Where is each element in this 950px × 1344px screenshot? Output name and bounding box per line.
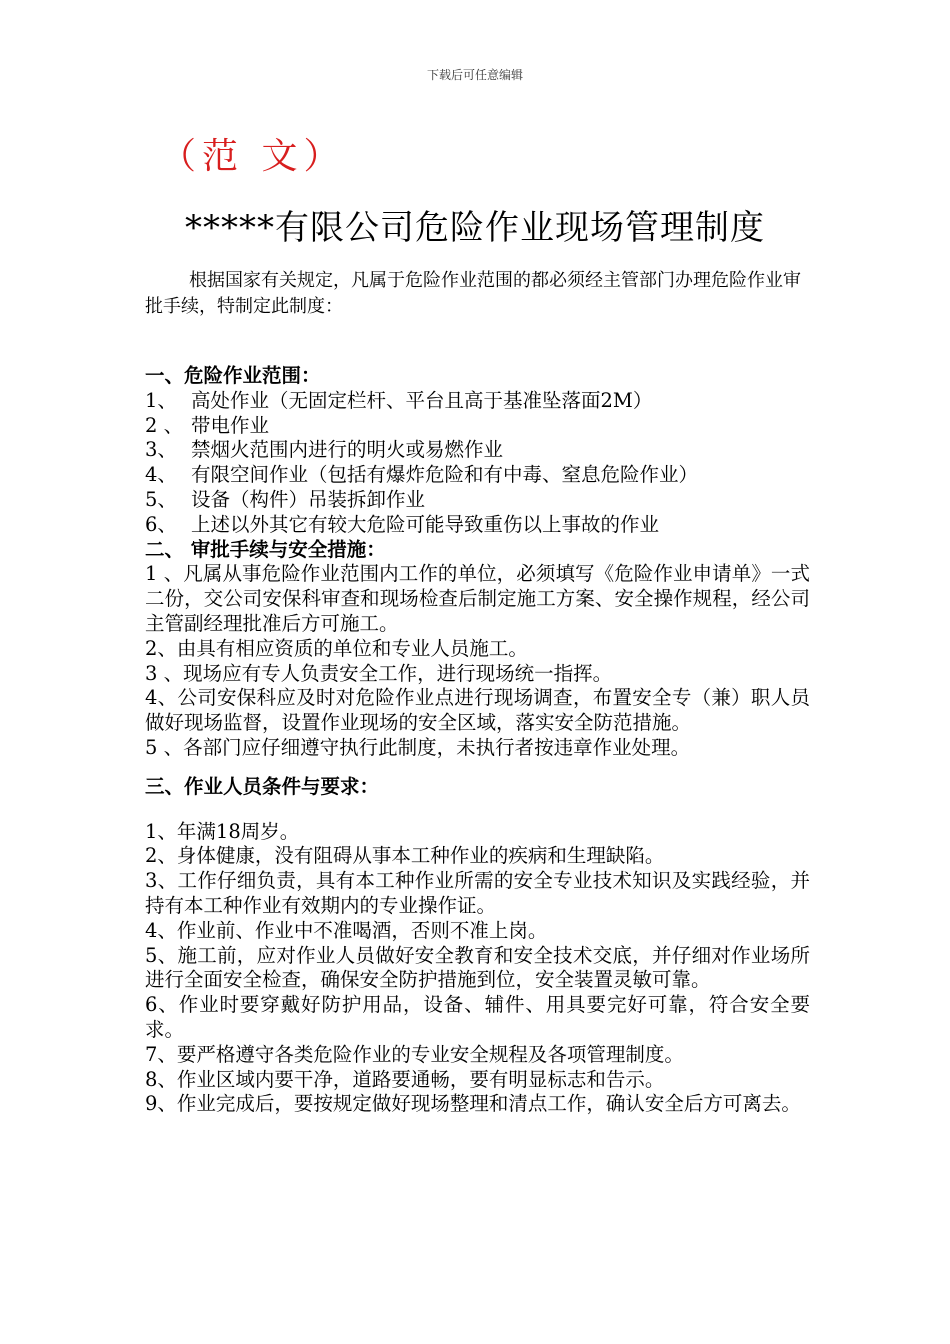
list-item: 4、作业前、作业中不准喝酒，否则不准上岗。 bbox=[145, 918, 548, 942]
header-note: 下载后可任意编辑 bbox=[426, 68, 523, 82]
list-item: 5、施工前，应对作业人员做好安全教育和安全技术交底，并仔细对作业场所进行全面安全检查，确保安全防护措施到位，安全装置灵敏可靠。 bbox=[145, 943, 810, 992]
item-number: 4、 bbox=[145, 463, 177, 487]
item-text: 带电作业 bbox=[191, 413, 270, 437]
item-number: 5、 bbox=[145, 487, 177, 511]
list-item: 1 、凡属从事危险作业范围内工作的单位，必须填写《危险作业申请单》一式二份，交公司安保科审查和现场检查后制定施工方案、安全操作规程，经公司主管副经理批准后方可施工。 bbox=[145, 562, 810, 635]
section-heading-scope: 一、危险作业范围： bbox=[145, 364, 321, 387]
sample-label: （范 文） bbox=[160, 136, 346, 177]
list-item bbox=[145, 463, 810, 488]
document-body bbox=[145, 364, 810, 1117]
item-text: 设备（构件）吊装拆卸作业 bbox=[191, 487, 426, 511]
item-number: 1、 bbox=[145, 388, 177, 412]
item-number: 6、 bbox=[145, 512, 177, 536]
list-item: 9、作业完成后，要按规定做好现场整理和清点工作，确认安全后方可离去。 bbox=[145, 1092, 801, 1116]
list-item: 1、年满18周岁。 bbox=[145, 819, 300, 843]
list-item: 7、要严格遵守各类危险作业的专业安全规程及各项管理制度。 bbox=[145, 1042, 684, 1066]
list-item bbox=[145, 389, 810, 414]
list-item: 2、由具有相应资质的单位和专业人员施工。 bbox=[145, 636, 528, 660]
intro-paragraph: 根据国家有关规定，凡属于危险作业范围的都必须经主管部门办理危险作业审批手续，特制定此制度： bbox=[145, 270, 801, 317]
list-item: 3 、现场应有专人负责安全工作，进行现场统一指挥。 bbox=[145, 661, 613, 685]
list-item bbox=[145, 488, 810, 513]
document-title: *****有限公司危险作业现场管理制度 bbox=[185, 208, 765, 248]
item-text: 高处作业（无固定栏杆、平台且高于基准坠落面2M） bbox=[191, 388, 653, 412]
list-item: 5 、各部门应仔细遵守执行此制度，未执行者按违章作业处理。 bbox=[145, 735, 691, 759]
list-item: 8、作业区域内要干净，道路要通畅，要有明显标志和告示。 bbox=[145, 1067, 665, 1091]
list-item bbox=[145, 438, 810, 463]
list-item: 6、作业时要穿戴好防护用品，设备、辅件、用具要完好可靠，符合安全要求。 bbox=[145, 993, 810, 1041]
list-item bbox=[145, 414, 810, 439]
list-item: 2、身体健康，没有阻碍从事本工种作业的疾病和生理缺陷。 bbox=[145, 844, 665, 868]
list-item bbox=[145, 513, 810, 538]
item-text: 有限空间作业（包括有爆炸危险和有中毒、窒息危险作业） bbox=[191, 463, 699, 487]
item-number: 3、 bbox=[145, 438, 177, 462]
section-heading-approval: 二、 审批手续与安全措施： bbox=[145, 537, 386, 561]
list-item: 3、工作仔细负责，具有本工种作业所需的安全专业技术知识及实践经验，并持有本工种作业有效期内的专业操作证。 bbox=[145, 869, 810, 917]
section-heading-requirements: 三、作业人员条件与要求： bbox=[145, 774, 380, 798]
item-text: 禁烟火范围内进行的明火或易燃作业 bbox=[191, 438, 504, 462]
list-item: 4、公司安保科应及时对危险作业点进行现场调查，布置安全专（兼）职人员做好现场监督，设置作业现场的安全区域，落实安全防范措施。 bbox=[145, 686, 810, 735]
item-number: 2 、 bbox=[145, 413, 184, 437]
item-text: 上述以外其它有较大危险可能导致重伤以上事故的作业 bbox=[191, 512, 660, 536]
